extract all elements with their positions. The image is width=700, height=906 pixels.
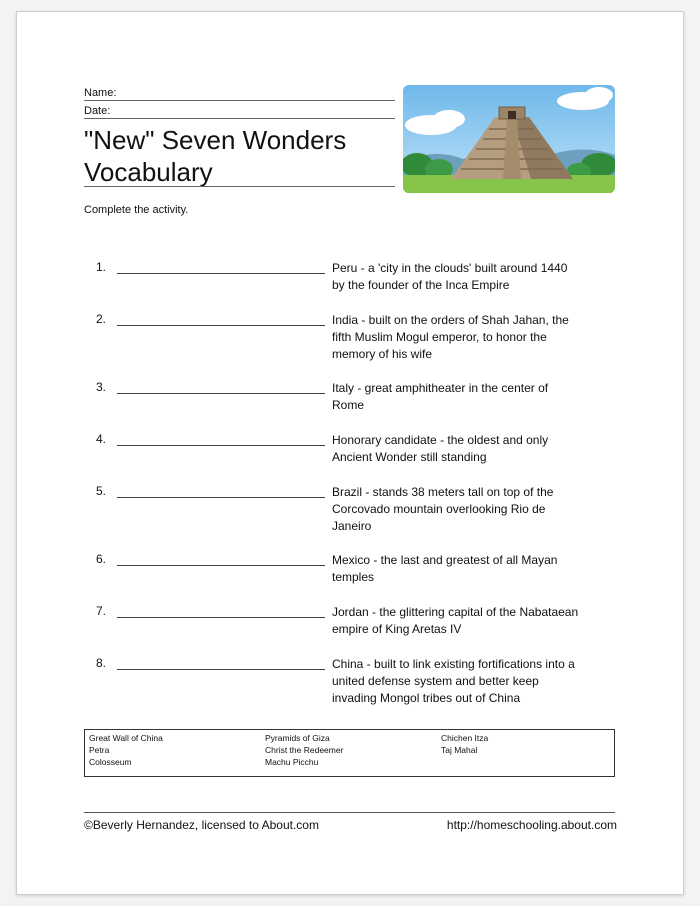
- clue-line: Brazil - stands 38 meters tall on top of the: [332, 485, 554, 499]
- clue-line: fifth Muslim Mogul emperor, to honor the: [332, 330, 547, 344]
- clue-text: [332, 432, 624, 466]
- word-bank-item: Taj Mahal: [441, 745, 478, 755]
- answer-blank[interactable]: [117, 565, 325, 566]
- answer-blank[interactable]: [117, 497, 325, 498]
- clue-line: temples: [332, 570, 375, 584]
- clue-line: memory of his wife: [332, 347, 433, 361]
- clue-line: by the founder of the Inca Empire: [332, 278, 510, 292]
- clue-text: [332, 604, 624, 638]
- clue-text: [332, 380, 624, 414]
- name-label: Name:: [84, 87, 117, 99]
- instructions-text: Complete the activity.: [84, 204, 189, 216]
- clue-line: Janeiro: [332, 519, 372, 533]
- clue-line: Peru - a 'city in the clouds' built around 1440: [332, 261, 568, 275]
- answer-blank[interactable]: [117, 445, 325, 446]
- clue-text: [332, 656, 624, 707]
- question-number: 4.: [96, 432, 107, 446]
- clue-line: empire of King Aretas IV: [332, 622, 462, 636]
- word-bank-item: Christ the Redeemer: [265, 745, 344, 755]
- word-bank-item: Petra: [89, 745, 110, 755]
- clue-text: [332, 484, 624, 535]
- word-bank-item: Chichen Itza: [441, 733, 489, 743]
- word-bank-item: Colosseum: [89, 757, 132, 767]
- title-underline: [84, 186, 395, 187]
- answer-blank[interactable]: [117, 325, 325, 326]
- clue-line: Rome: [332, 398, 365, 412]
- answer-blank[interactable]: [117, 669, 325, 670]
- clue-line: Honorary candidate - the oldest and only: [332, 433, 549, 447]
- footer-divider: [84, 812, 615, 813]
- clue-line: united defense system and better keep: [332, 674, 539, 688]
- footer-copyright: ©Beverly Hernandez, licensed to About.com: [84, 818, 319, 832]
- question-number: 1.: [96, 260, 107, 274]
- question-number: 8.: [96, 656, 107, 670]
- clue-line: invading Mongol tribes out of China: [332, 691, 521, 705]
- question-number: 3.: [96, 380, 107, 394]
- word-bank-item: Pyramids of Giza: [265, 733, 330, 743]
- date-line: [84, 118, 395, 119]
- date-label: Date:: [84, 105, 111, 117]
- footer-url-link[interactable]: http://homeschooling.about.com: [446, 818, 617, 832]
- question-number: 7.: [96, 604, 107, 618]
- answer-blank[interactable]: [117, 273, 325, 274]
- pyramid-illustration: [403, 85, 615, 193]
- question-number: 5.: [96, 484, 107, 498]
- question-number: 2.: [96, 312, 107, 326]
- clue-line: India - built on the orders of Shah Jahan, the: [332, 313, 569, 327]
- mayan-pyramid-icon: [403, 85, 615, 193]
- word-bank: [84, 729, 615, 777]
- title-line-2: Vocabulary: [84, 157, 213, 187]
- answer-blank[interactable]: [117, 393, 325, 394]
- clue-line: Ancient Wonder still standing: [332, 450, 487, 464]
- clue-line: Corcovado mountain overlooking Rio de: [332, 502, 546, 516]
- answer-blank[interactable]: [117, 617, 325, 618]
- clue-text: [332, 260, 624, 294]
- page-title: [84, 124, 346, 188]
- clue-text: [332, 552, 624, 586]
- clue-text: [332, 312, 624, 363]
- clue-line: Mexico - the last and greatest of all Mayan: [332, 553, 558, 567]
- clue-line: China - built to link existing fortifications into a: [332, 657, 575, 671]
- word-bank-item: Machu Picchu: [265, 757, 319, 767]
- worksheet-page: [16, 11, 684, 895]
- question-number: 6.: [96, 552, 107, 566]
- name-line: [84, 100, 395, 101]
- clue-line: Jordan - the glittering capital of the Nabataean: [332, 605, 579, 619]
- word-bank-item: Great Wall of China: [89, 733, 163, 743]
- clue-line: Italy - great amphitheater in the center of: [332, 381, 549, 395]
- title-line-1: "New" Seven Wonders: [84, 125, 347, 155]
